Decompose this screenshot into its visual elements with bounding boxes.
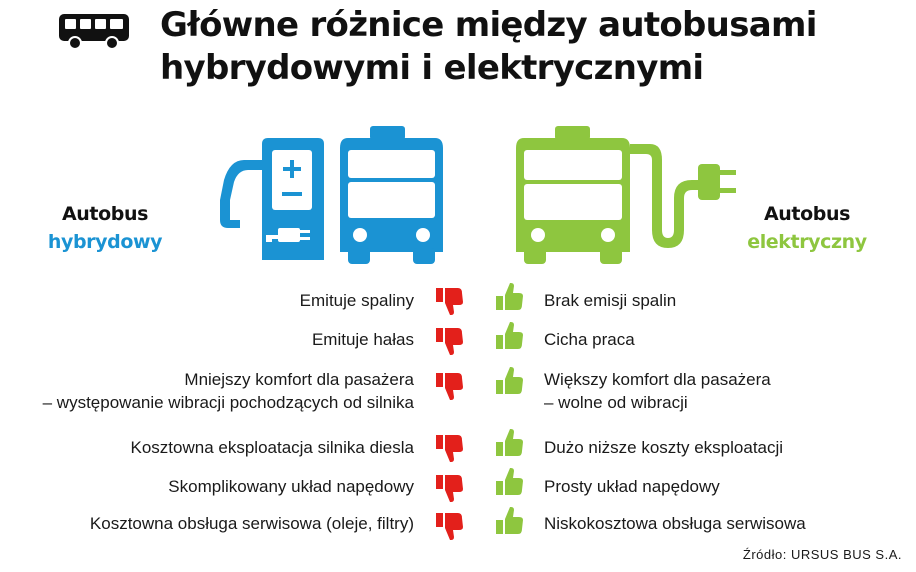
thumbs-down-icon xyxy=(434,325,466,357)
thumbs-up-icon xyxy=(494,466,526,498)
electric-label-line-2: elektryczny xyxy=(747,231,867,253)
electric-feature xyxy=(544,289,676,312)
electric-bus-label xyxy=(732,200,882,256)
thumbs-up-icon xyxy=(494,505,526,537)
electric-feature xyxy=(544,368,771,414)
thumbs-down-icon xyxy=(434,472,466,504)
hybrid-bus-label xyxy=(30,200,180,256)
hybrid-feature xyxy=(131,436,415,459)
hybrid-feature xyxy=(90,512,414,535)
electric-feature xyxy=(544,512,806,535)
comparison-row xyxy=(0,289,916,329)
thumbs-down-icon xyxy=(434,370,466,402)
hybrid-feature xyxy=(168,475,414,498)
electric-feature-text: Cicha praca xyxy=(544,330,635,349)
thumbs-up-icon xyxy=(494,320,526,352)
thumbs-down-icon xyxy=(434,432,466,464)
hybrid-feature-text: Emituje hałas xyxy=(311,330,414,349)
thumbs-up-icon xyxy=(494,365,526,397)
thumbs-down-icon xyxy=(434,510,466,542)
source-note: Źródło: URSUS BUS S.A. xyxy=(742,547,902,562)
electric-feature xyxy=(544,328,635,351)
title-line-1: Główne różnice między autobusami xyxy=(160,5,817,45)
hybrid-label-line-1: Autobus xyxy=(61,203,148,225)
comparison-row xyxy=(0,512,916,552)
thumbs-down-icon xyxy=(434,285,466,317)
electric-feature-text: Niskokosztowa obsługa serwisowa xyxy=(544,514,806,533)
hybrid-feature xyxy=(312,328,414,351)
title-line-2: hybrydowymi i elektrycznymi xyxy=(160,48,704,88)
electric-feature-text: Większy komfort dla pasażera xyxy=(544,370,771,389)
hybrid-feature xyxy=(300,289,414,312)
electric-label-line-1: Autobus xyxy=(763,203,850,225)
plug-bus-icon xyxy=(510,120,745,265)
hybrid-feature-text: Kosztowna obsługa serwisowa (oleje, filtry) xyxy=(89,514,414,533)
electric-feature xyxy=(544,475,720,498)
hybrid-feature-text: Kosztowna eksploatacja silnika diesla xyxy=(130,438,414,457)
electric-feature-text: Brak emisji spalin xyxy=(544,291,677,310)
electric-feature-text: – wolne od wibracji xyxy=(544,393,688,412)
thumbs-up-icon xyxy=(494,427,526,459)
electric-feature xyxy=(544,436,783,459)
comparison-row xyxy=(0,328,916,368)
hybrid-feature-text: Skomplikowany układ napędowy xyxy=(168,477,414,496)
hybrid-feature-text: Mniejszy komfort dla pasażera xyxy=(184,370,414,389)
hybrid-label-line-2: hybrydowy xyxy=(47,231,163,253)
bus-icon xyxy=(57,12,131,50)
fuel-pump-bus-icon xyxy=(210,120,445,265)
page-title xyxy=(160,4,900,90)
electric-feature-text: Prosty układ napędowy xyxy=(544,477,720,496)
comparison-row xyxy=(0,436,916,476)
thumbs-up-icon xyxy=(494,281,526,313)
comparison-row xyxy=(0,475,916,515)
electric-feature-text: Dużo niższe koszty eksploatacji xyxy=(544,438,784,457)
hybrid-feature xyxy=(43,368,414,414)
hybrid-feature-text: – występowanie wibracji pochodzących od silnika xyxy=(42,393,414,412)
comparison-row xyxy=(0,368,916,416)
hybrid-feature-text: Emituje spaliny xyxy=(299,291,414,310)
